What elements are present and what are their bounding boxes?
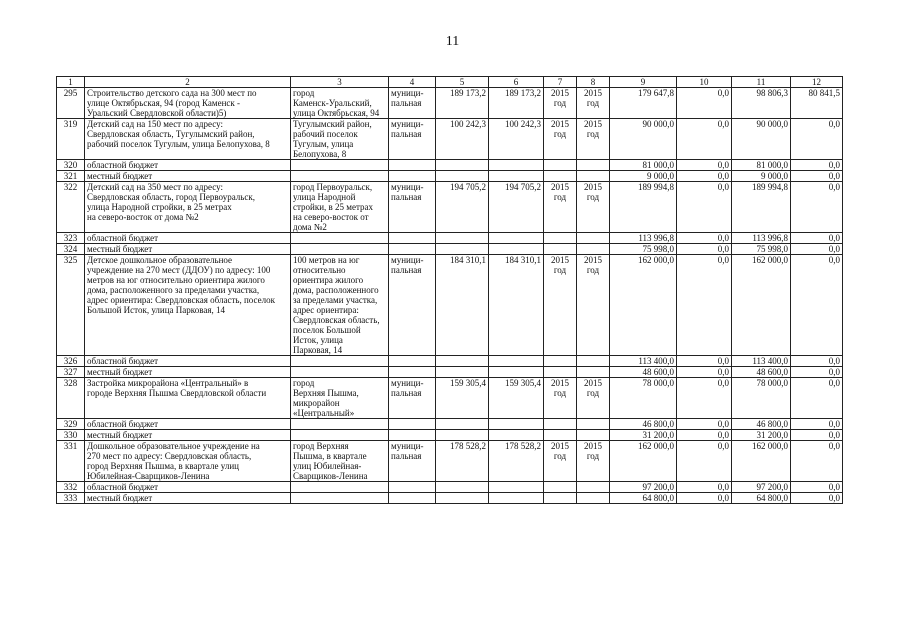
federal-funding: 0,0 (677, 493, 732, 504)
cost-remaining (489, 356, 544, 367)
object-address: город Первоуральск, улица Народной стройки, в 25 метрах на северо-восток от дома №2 (291, 182, 389, 233)
object-name: местный бюджет (85, 244, 291, 255)
local-funding: 0,0 (791, 171, 843, 182)
row-number: 322 (57, 182, 85, 233)
table-row (57, 171, 843, 182)
start-year (544, 367, 577, 378)
object-address (291, 356, 389, 367)
end-year (577, 419, 610, 430)
cost-remaining (489, 367, 544, 378)
federal-funding: 0,0 (677, 160, 732, 171)
row-number: 332 (57, 482, 85, 493)
column-number: 3 (291, 77, 389, 88)
start-year (544, 493, 577, 504)
start-year (544, 482, 577, 493)
object-name: Застройка микрорайона «Центральный» в городе Верхняя Пышма Свердловской области (85, 378, 291, 419)
total-funding: 179 647,8 (610, 88, 677, 119)
total-funding: 64 800,0 (610, 493, 677, 504)
column-number: 8 (577, 77, 610, 88)
regional-funding: 98 806,3 (732, 88, 791, 119)
object-address (291, 233, 389, 244)
estimated-cost: 194 705,2 (436, 182, 489, 233)
regional-funding: 113 996,8 (732, 233, 791, 244)
table-row (57, 482, 843, 493)
federal-funding: 0,0 (677, 419, 732, 430)
column-number: 6 (489, 77, 544, 88)
start-year (544, 233, 577, 244)
local-funding: 0,0 (791, 430, 843, 441)
cost-remaining: 100 242,3 (489, 119, 544, 160)
object-name: областной бюджет (85, 356, 291, 367)
start-year (544, 356, 577, 367)
table-row (57, 244, 843, 255)
estimated-cost (436, 367, 489, 378)
column-number: 11 (732, 77, 791, 88)
row-number: 329 (57, 419, 85, 430)
end-year: 2015 год (577, 255, 610, 356)
object-name: местный бюджет (85, 171, 291, 182)
ownership-form (389, 244, 436, 255)
end-year: 2015 год (577, 182, 610, 233)
regional-funding: 78 000,0 (732, 378, 791, 419)
start-year: 2015 год (544, 119, 577, 160)
estimated-cost (436, 482, 489, 493)
start-year: 2015 год (544, 441, 577, 482)
object-name: Дошкольное образовательное учреждение на 270 мест по адресу: Свердловская область, город Верхняя Пышма, в квартале улиц Юбилейная-Сварщиков-Ленина (85, 441, 291, 482)
row-number: 320 (57, 160, 85, 171)
end-year (577, 367, 610, 378)
local-funding: 0,0 (791, 119, 843, 160)
start-year: 2015 год (544, 88, 577, 119)
row-number: 321 (57, 171, 85, 182)
regional-funding: 9 000,0 (732, 171, 791, 182)
column-number: 5 (436, 77, 489, 88)
cost-remaining (489, 244, 544, 255)
regional-funding: 90 000,0 (732, 119, 791, 160)
object-name: местный бюджет (85, 493, 291, 504)
object-address (291, 419, 389, 430)
estimated-cost: 159 305,4 (436, 378, 489, 419)
cost-remaining (489, 482, 544, 493)
regional-funding: 97 200,0 (732, 482, 791, 493)
column-number: 12 (791, 77, 843, 88)
end-year: 2015 год (577, 88, 610, 119)
ownership-form (389, 367, 436, 378)
regional-funding: 162 000,0 (732, 255, 791, 356)
row-number: 326 (57, 356, 85, 367)
ownership-form (389, 419, 436, 430)
total-funding: 46 800,0 (610, 419, 677, 430)
object-name: Детский сад на 150 мест по адресу: Свердловская область, Тугулымский район, рабочий поселок Тугулым, улица Белопухова, 8 (85, 119, 291, 160)
total-funding: 162 000,0 (610, 255, 677, 356)
estimated-cost: 184 310,1 (436, 255, 489, 356)
column-number-row (57, 77, 843, 88)
local-funding: 0,0 (791, 255, 843, 356)
row-number: 324 (57, 244, 85, 255)
object-address: город Каменск-Уральский, улица Октябрьская, 94 (291, 88, 389, 119)
total-funding: 90 000,0 (610, 119, 677, 160)
object-name: Детский сад на 350 мест по адресу: Свердловская область, город Первоуральск, улица Народной стройки, в 25 метрах на северо-восток от дома №2 (85, 182, 291, 233)
ownership-form (389, 160, 436, 171)
column-number: 4 (389, 77, 436, 88)
cost-remaining (489, 430, 544, 441)
total-funding: 9 000,0 (610, 171, 677, 182)
cost-remaining: 178 528,2 (489, 441, 544, 482)
total-funding: 113 400,0 (610, 356, 677, 367)
end-year (577, 482, 610, 493)
table-row (57, 441, 843, 482)
regional-funding: 31 200,0 (732, 430, 791, 441)
estimated-cost: 178 528,2 (436, 441, 489, 482)
local-funding: 0,0 (791, 160, 843, 171)
ownership-form (389, 482, 436, 493)
ownership-form: муници- пальная (389, 378, 436, 419)
table-row (57, 493, 843, 504)
end-year: 2015 год (577, 119, 610, 160)
regional-funding: 81 000,0 (732, 160, 791, 171)
column-number: 10 (677, 77, 732, 88)
federal-funding: 0,0 (677, 182, 732, 233)
ownership-form (389, 233, 436, 244)
row-number: 323 (57, 233, 85, 244)
object-name: местный бюджет (85, 430, 291, 441)
table-row (57, 430, 843, 441)
end-year: 2015 год (577, 441, 610, 482)
regional-funding: 162 000,0 (732, 441, 791, 482)
federal-funding: 0,0 (677, 356, 732, 367)
table-row (57, 182, 843, 233)
total-funding: 48 600,0 (610, 367, 677, 378)
regional-funding: 75 998,0 (732, 244, 791, 255)
object-name: Строительство детского сада на 300 мест по улице Октябрьская, 94 (город Каменск - Уральский Свердловской области)5) (85, 88, 291, 119)
object-name: областной бюджет (85, 419, 291, 430)
regional-funding: 64 800,0 (732, 493, 791, 504)
object-address (291, 160, 389, 171)
column-number: 9 (610, 77, 677, 88)
local-funding: 0,0 (791, 378, 843, 419)
object-address: город Верхняя Пышма, в квартале улиц Юбилейная- Сварщиков-Ленина (291, 441, 389, 482)
local-funding: 0,0 (791, 356, 843, 367)
ownership-form (389, 356, 436, 367)
row-number: 319 (57, 119, 85, 160)
total-funding: 97 200,0 (610, 482, 677, 493)
estimated-cost (436, 493, 489, 504)
estimated-cost (436, 160, 489, 171)
object-name: областной бюджет (85, 233, 291, 244)
cost-remaining: 159 305,4 (489, 378, 544, 419)
start-year: 2015 год (544, 378, 577, 419)
end-year (577, 244, 610, 255)
object-address: 100 метров на юг относительно ориентира жилого дома, расположенного за пределами участка, адрес ориентира: Свердловская область, поселок Большой Исток, улица Парковая, 14 (291, 255, 389, 356)
end-year (577, 493, 610, 504)
start-year: 2015 год (544, 255, 577, 356)
cost-remaining (489, 419, 544, 430)
cost-remaining: 189 173,2 (489, 88, 544, 119)
table-row (57, 88, 843, 119)
federal-funding: 0,0 (677, 255, 732, 356)
cost-remaining: 194 705,2 (489, 182, 544, 233)
end-year (577, 233, 610, 244)
object-name: Детское дошкольное образовательное учреждение на 270 мест (ДДОУ) по адресу: 100 метров на юг относительно ориентира жилого дома, расположенного за пределами участка, адрес ориентира: Свердловская область, поселок Большой Исток, улица Парковая, 14 (85, 255, 291, 356)
local-funding: 0,0 (791, 441, 843, 482)
total-funding: 189 994,8 (610, 182, 677, 233)
start-year (544, 160, 577, 171)
start-year (544, 419, 577, 430)
estimated-cost (436, 171, 489, 182)
ownership-form (389, 493, 436, 504)
total-funding: 75 998,0 (610, 244, 677, 255)
column-number: 2 (85, 77, 291, 88)
end-year (577, 430, 610, 441)
table-row (57, 378, 843, 419)
total-funding: 31 200,0 (610, 430, 677, 441)
table-row (57, 160, 843, 171)
estimated-cost: 100 242,3 (436, 119, 489, 160)
ownership-form: муници- пальная (389, 441, 436, 482)
ownership-form: муници- пальная (389, 182, 436, 233)
regional-funding: 48 600,0 (732, 367, 791, 378)
local-funding: 0,0 (791, 244, 843, 255)
table-row (57, 419, 843, 430)
cost-remaining: 184 310,1 (489, 255, 544, 356)
row-number: 330 (57, 430, 85, 441)
estimated-cost: 189 173,2 (436, 88, 489, 119)
object-name: областной бюджет (85, 160, 291, 171)
ownership-form (389, 430, 436, 441)
cost-remaining (489, 171, 544, 182)
object-address: Тугулымский район, рабочий поселок Тугулым, улица Белопухова, 8 (291, 119, 389, 160)
column-number: 7 (544, 77, 577, 88)
row-number: 333 (57, 493, 85, 504)
cost-remaining (489, 160, 544, 171)
start-year: 2015 год (544, 182, 577, 233)
ownership-form: муници- пальная (389, 255, 436, 356)
estimated-cost (436, 233, 489, 244)
regional-funding: 113 400,0 (732, 356, 791, 367)
object-address: город Верхняя Пышма, микрорайон «Центральный» (291, 378, 389, 419)
end-year (577, 160, 610, 171)
row-number: 295 (57, 88, 85, 119)
table-row (57, 255, 843, 356)
investment-table (56, 76, 843, 504)
local-funding: 0,0 (791, 367, 843, 378)
regional-funding: 46 800,0 (732, 419, 791, 430)
row-number: 331 (57, 441, 85, 482)
federal-funding: 0,0 (677, 441, 732, 482)
federal-funding: 0,0 (677, 430, 732, 441)
object-name: областной бюджет (85, 482, 291, 493)
cost-remaining (489, 233, 544, 244)
estimated-cost (436, 356, 489, 367)
federal-funding: 0,0 (677, 482, 732, 493)
page-number: 11 (445, 34, 460, 49)
column-number: 1 (57, 77, 85, 88)
start-year (544, 171, 577, 182)
start-year (544, 244, 577, 255)
object-name: местный бюджет (85, 367, 291, 378)
federal-funding: 0,0 (677, 171, 732, 182)
total-funding: 162 000,0 (610, 441, 677, 482)
federal-funding: 0,0 (677, 233, 732, 244)
ownership-form: муници- пальная (389, 88, 436, 119)
start-year (544, 430, 577, 441)
regional-funding: 189 994,8 (732, 182, 791, 233)
row-number: 327 (57, 367, 85, 378)
local-funding: 0,0 (791, 419, 843, 430)
estimated-cost (436, 419, 489, 430)
total-funding: 113 996,8 (610, 233, 677, 244)
local-funding: 0,0 (791, 182, 843, 233)
federal-funding: 0,0 (677, 88, 732, 119)
federal-funding: 0,0 (677, 378, 732, 419)
table-row (57, 367, 843, 378)
estimated-cost (436, 430, 489, 441)
local-funding: 80 841,5 (791, 88, 843, 119)
estimated-cost (436, 244, 489, 255)
ownership-form (389, 171, 436, 182)
local-funding: 0,0 (791, 233, 843, 244)
ownership-form: муници- пальная (389, 119, 436, 160)
federal-funding: 0,0 (677, 119, 732, 160)
object-address (291, 482, 389, 493)
cost-remaining (489, 493, 544, 504)
end-year: 2015 год (577, 378, 610, 419)
object-address (291, 171, 389, 182)
object-address (291, 244, 389, 255)
object-address (291, 430, 389, 441)
end-year (577, 356, 610, 367)
object-address (291, 367, 389, 378)
table-row (57, 356, 843, 367)
table-row (57, 119, 843, 160)
row-number: 328 (57, 378, 85, 419)
federal-funding: 0,0 (677, 367, 732, 378)
total-funding: 81 000,0 (610, 160, 677, 171)
local-funding: 0,0 (791, 482, 843, 493)
federal-funding: 0,0 (677, 244, 732, 255)
end-year (577, 171, 610, 182)
table-row (57, 233, 843, 244)
total-funding: 78 000,0 (610, 378, 677, 419)
row-number: 325 (57, 255, 85, 356)
local-funding: 0,0 (791, 493, 843, 504)
object-address (291, 493, 389, 504)
